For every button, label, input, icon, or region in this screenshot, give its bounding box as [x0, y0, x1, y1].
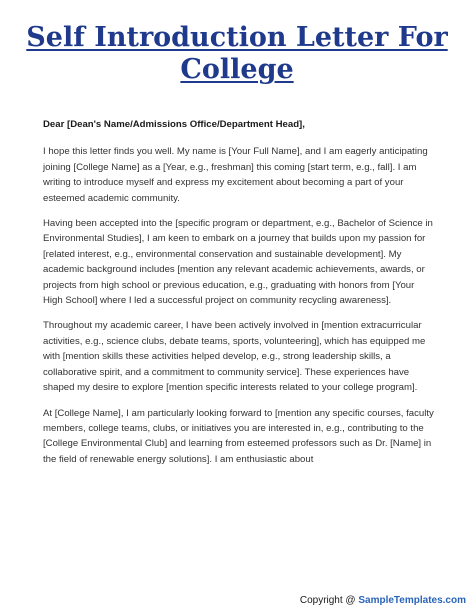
copyright-footer — [300, 594, 466, 607]
paragraph-activities: Throughout my academic career, I have been actively involved in [mention extracurricular activities, e.g., science clubs, debate teams, sports, volunteering], which has equipped me with [mention skills these activities helped develop, e.g., strong leadership skills, a collaborative spirit, and a commitment to community service]. These experiences have shaped my desire to explore [mention specific interests related to your college program]. — [43, 320, 426, 394]
paragraph-interests: At [College Name], I am particularly looking forward to [mention any specific courses, faculty members, college teams, clubs, or initiatives you are interested in, e.g., contributing to the [College Environmental Club] and learning from esteemed professors such as Dr. [Name] in the field of renewable energy solutions]. I am enthusiastic about — [43, 407, 434, 465]
copyright-label: Copyright @ — [299, 595, 356, 606]
letter-body — [43, 117, 435, 477]
paragraph-background: Having been accepted into the [specific program or department, e.g., Bachelor of Science in Environmental Studies], I am keen to embark on a journey that builds upon my passion for [related interest, e.g., environmental conservation and sustainable development]. My academic background includes [mention any relevant academic achievements, awards, or projects from high school or previous education, e.g., graduating with honors from [Your High School] where I led a successful project on community recycling awareness]. — [43, 218, 433, 307]
salutation: Dear [Dean's Name/Admissions Office/Department Head], — [43, 119, 305, 130]
paragraph-intro: I hope this letter finds you well. My name is [Your Full Name], and I am eagerly anticipating joining [College Name] as a [Year, e.g., freshman] this coming [start term, e.g., fall]. I am writing to introduce myself and express my excitement about becoming a part of your esteemed academic community. — [43, 146, 428, 204]
site-link[interactable]: SampleTemplates.com — [358, 595, 466, 606]
letter-title: Self Introduction Letter For College — [26, 22, 448, 85]
